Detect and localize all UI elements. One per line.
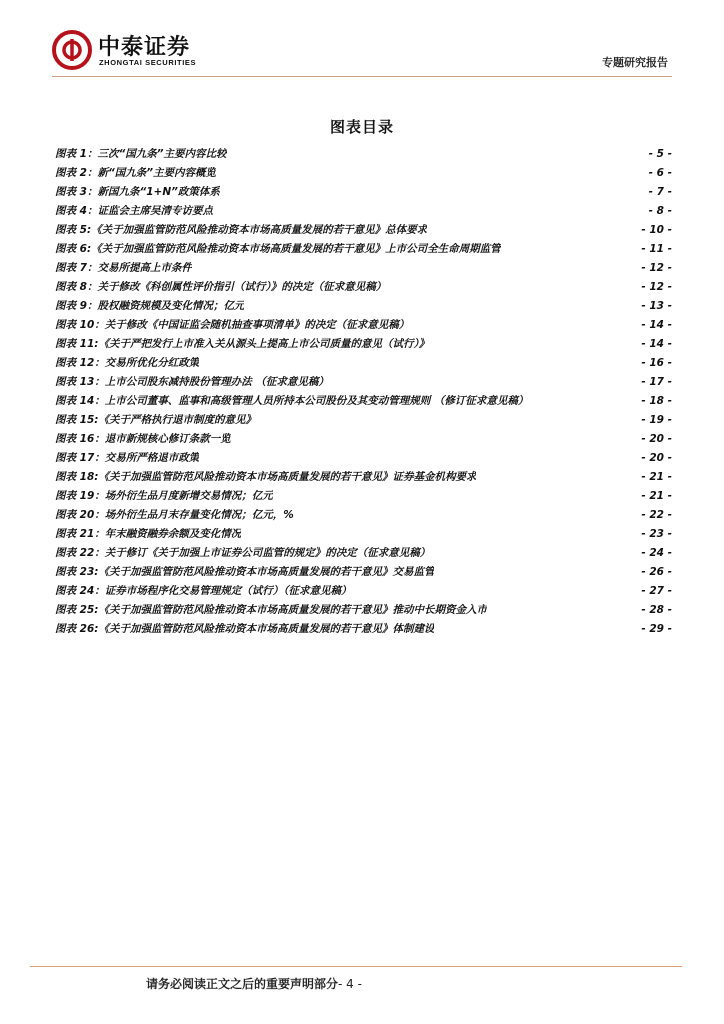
toc-entry-label: 图表 4：证监会主席吴清专访要点: [55, 205, 213, 217]
toc-entry[interactable]: [55, 449, 672, 468]
toc-entry-page: - 28 -: [641, 604, 672, 616]
toc-entry-label: 图表 13：上市公司股东减持股份管理办法 （征求意见稿）: [55, 376, 329, 388]
toc-entry-page: - 17 -: [641, 376, 672, 388]
toc-entry-label: 图表 5:《关于加强监管防范风险推动资本市场高质量发展的若干意见》总体要求: [55, 224, 428, 236]
toc-entry-page: - 11 -: [641, 243, 672, 255]
toc-entry[interactable]: [55, 354, 672, 373]
toc-entry-label: 图表 23:《关于加强监管防范风险推动资本市场高质量发展的若干意见》交易监管: [55, 566, 435, 578]
toc-entry-label: 图表 2：新“国九条”主要内容概览: [55, 167, 216, 179]
footer: [146, 975, 362, 992]
toc-entry[interactable]: [55, 411, 672, 430]
toc-entry-page: - 21 -: [641, 471, 672, 483]
toc-entry[interactable]: [55, 582, 672, 601]
toc-entry[interactable]: [55, 430, 672, 449]
toc-entry-page: - 19 -: [641, 414, 672, 426]
toc-entry-label: 图表 26:《关于加强监管防范风险推动资本市场高质量发展的若干意见》体制建设: [55, 623, 435, 635]
toc-entry[interactable]: [55, 392, 672, 411]
toc-entry-page: - 20 -: [641, 433, 672, 445]
toc-entry-label: 图表 9：股权融资规模及变化情况；亿元: [55, 300, 245, 312]
toc-entry-page: - 12 -: [641, 281, 672, 293]
toc-entry[interactable]: [55, 221, 672, 240]
toc-entry-label: 图表 17：交易所严格退市政策: [55, 452, 200, 464]
toc-entry[interactable]: [55, 335, 672, 354]
toc-entry-label: 图表 11:《关于严把发行上市准入关从源头上提高上市公司质量的意见（试行）》: [55, 338, 430, 350]
toc-entry-label: 图表 24：证券市场程序化交易管理规定（试行）（征求意见稿）: [55, 585, 352, 597]
toc-entry[interactable]: [55, 601, 672, 620]
toc-entry-page: - 13 -: [641, 300, 672, 312]
toc-entry-label: 图表 3：新国九条“1+N”政策体系: [55, 186, 220, 198]
toc-entry-label: 图表 15:《关于严格执行退市制度的意见》: [55, 414, 256, 426]
toc-entry-page: - 29 -: [641, 623, 672, 635]
toc-entry-label: 图表 16：退市新规核心修订条款一览: [55, 433, 231, 445]
page-header: [0, 0, 724, 80]
toc-entry[interactable]: [55, 145, 672, 164]
toc-entry[interactable]: [55, 563, 672, 582]
toc-entry[interactable]: [55, 297, 672, 316]
toc-entry-label: 图表 20：场外衍生品月末存量变化情况；亿元，%: [55, 509, 294, 521]
report-type-label: 专题研究报告: [602, 56, 668, 69]
toc-entry-label: 图表 8：关于修改《科创属性评价指引（试行）》的决定（征求意见稿）: [55, 281, 387, 293]
toc-entry-label: 图表 18:《关于加强监管防范风险推动资本市场高质量发展的若干意见》证券基金机构要求: [55, 471, 477, 483]
toc-entry[interactable]: [55, 373, 672, 392]
footer-page-number: - 4 -: [338, 977, 362, 991]
toc-entry[interactable]: [55, 278, 672, 297]
toc-entry-page: - 18 -: [641, 395, 672, 407]
toc-entry[interactable]: [55, 506, 672, 525]
header-divider: [52, 76, 672, 77]
toc-entry-page: - 22 -: [641, 509, 672, 521]
toc-entry-page: - 12 -: [641, 262, 672, 274]
toc-entry[interactable]: [55, 183, 672, 202]
toc-entry[interactable]: [55, 202, 672, 221]
toc-entry-page: - 10 -: [641, 224, 672, 236]
toc-entry-label: 图表 10：关于修改《中国证监会随机抽查事项清单》的决定（征求意见稿）: [55, 319, 410, 331]
toc-entry[interactable]: [55, 316, 672, 335]
toc-entry-page: - 5 -: [648, 148, 672, 160]
toc-entry[interactable]: [55, 468, 672, 487]
toc-entry-page: - 6 -: [648, 167, 672, 179]
toc-entry[interactable]: [55, 525, 672, 544]
toc-entry[interactable]: [55, 164, 672, 183]
toc-entry-label: 图表 6:《关于加强监管防范风险推动资本市场高质量发展的若干意见》上市公司全生命周期监管: [55, 243, 501, 255]
toc-entry[interactable]: [55, 240, 672, 259]
zhongtai-logo-icon: [52, 30, 92, 70]
toc-entry-page: - 20 -: [641, 452, 672, 464]
logo-chinese-name: 中泰证券: [98, 35, 191, 60]
toc-entry-page: - 14 -: [641, 338, 672, 350]
toc-entry-page: - 14 -: [641, 319, 672, 331]
toc-entry-page: - 8 -: [648, 205, 672, 217]
toc-entry-page: - 16 -: [641, 357, 672, 369]
toc-entry-page: - 26 -: [641, 566, 672, 578]
toc-entry-label: 图表 14：上市公司董事、监事和高级管理人员所持本公司股份及其变动管理规则 （修订征求意见稿）: [55, 395, 529, 407]
toc-title: 图表目录: [329, 118, 394, 136]
toc-entry-page: - 7 -: [648, 186, 672, 198]
toc-entry-label: 图表 25:《关于加强监管防范风险推动资本市场高质量发展的若干意见》推动中长期资金入市: [55, 604, 487, 616]
toc-entry[interactable]: [55, 259, 672, 278]
toc-entry-page: - 23 -: [641, 528, 672, 540]
toc-entry-label: 图表 12：交易所优化分红政策: [55, 357, 200, 369]
toc-entry-label: 图表 22：关于修订《关于加强上市证券公司监管的规定》的决定（征求意见稿）: [55, 547, 431, 559]
company-logo: [52, 28, 222, 74]
toc-entry[interactable]: [55, 620, 672, 639]
logo-english-name: ZHONGTAI SECURITIES: [99, 58, 197, 67]
toc-entry-page: - 24 -: [641, 547, 672, 559]
toc-entry-page: - 21 -: [641, 490, 672, 502]
footer-divider: [30, 966, 682, 967]
toc-entry-label: 图表 7：交易所提高上市条件: [55, 262, 192, 274]
toc-list: [55, 145, 672, 639]
toc-entry-label: 图表 19：场外衍生品月度新增交易情况；亿元: [55, 490, 273, 502]
toc-entry-page: - 27 -: [641, 585, 672, 597]
toc-entry-label: 图表 21：年末融资融券余额及变化情况: [55, 528, 242, 540]
toc-entry[interactable]: [55, 487, 672, 506]
toc-entry-label: 图表 1：三次“国九条”主要内容比较: [55, 148, 227, 160]
footer-notice: 请务必阅读正文之后的重要声明部分: [146, 977, 339, 991]
toc-entry[interactable]: [55, 544, 672, 563]
